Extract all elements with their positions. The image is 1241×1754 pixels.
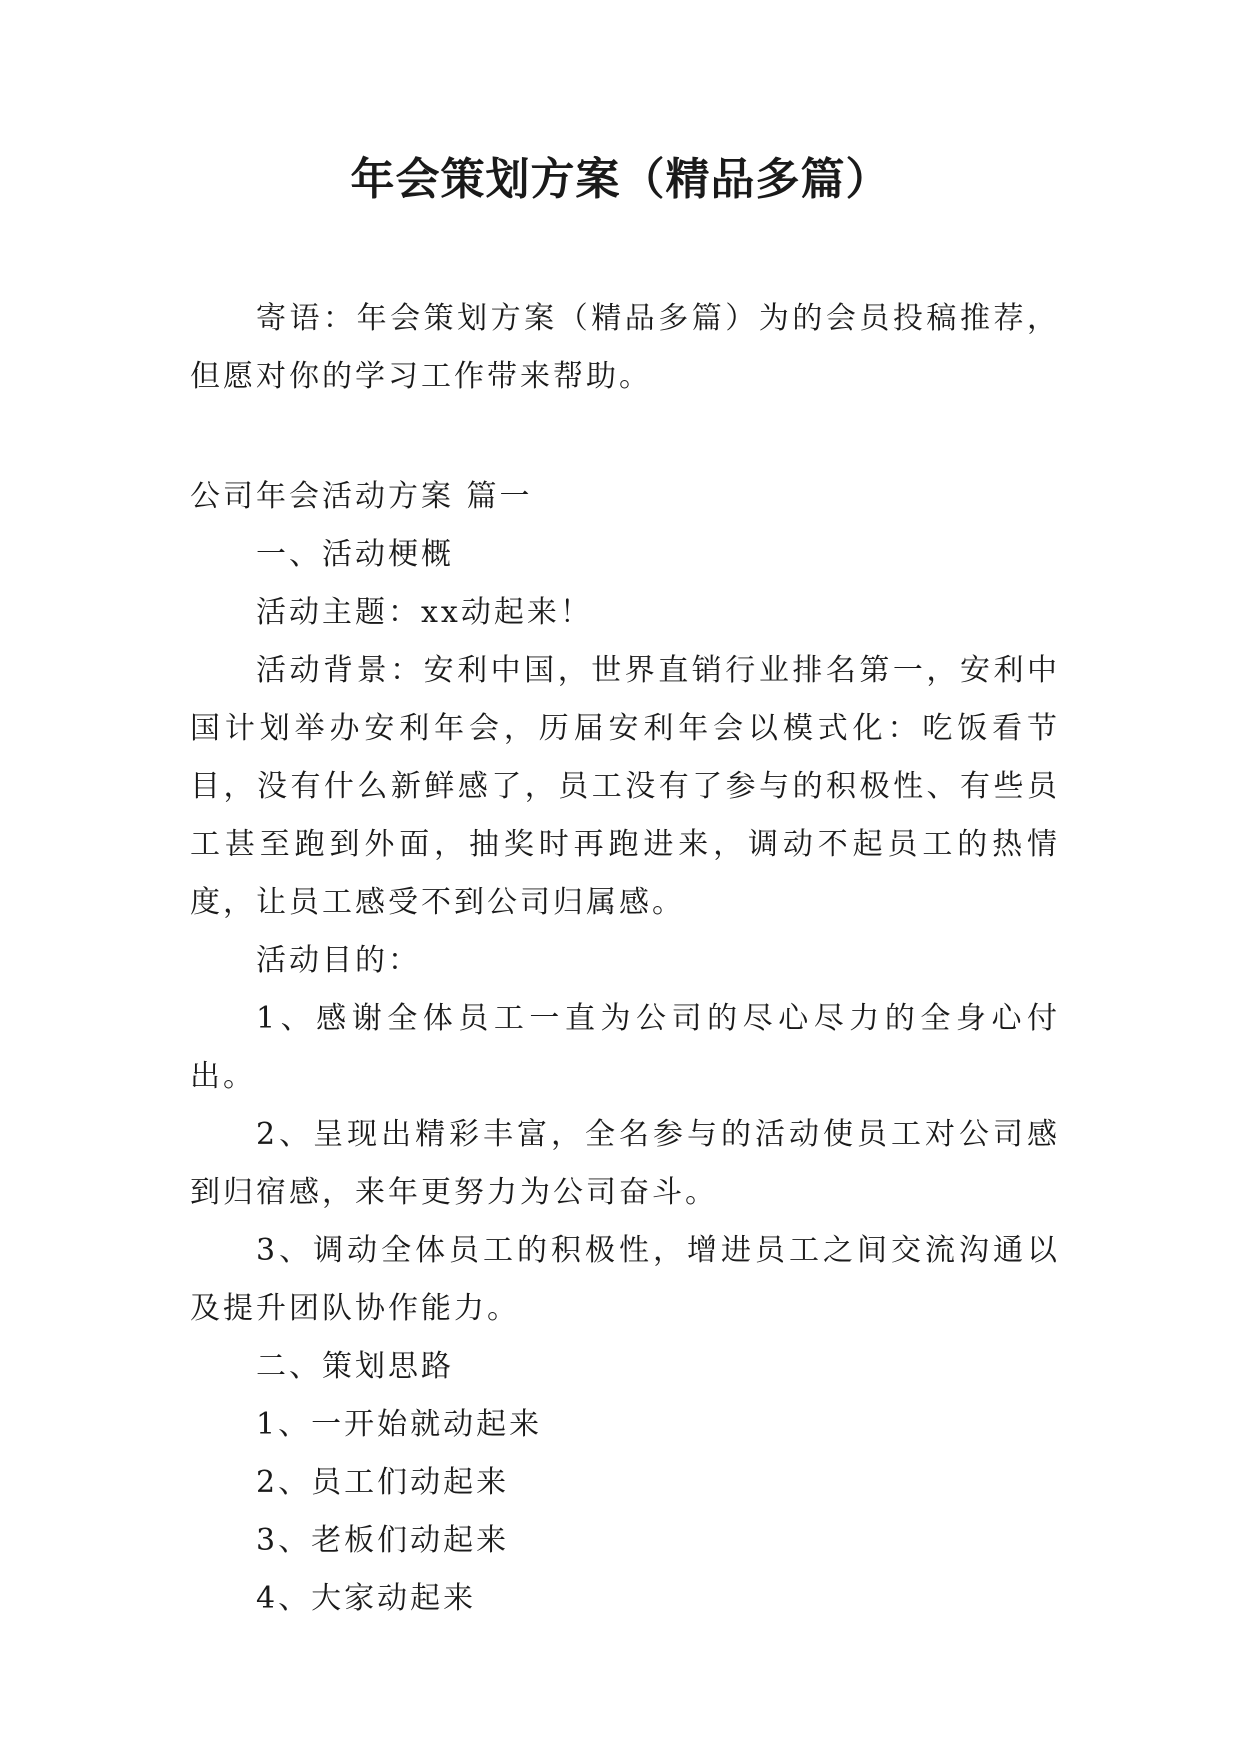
paragraph: 活动目的： — [256, 943, 421, 978]
paragraph: 2、员工们动起来 — [256, 1465, 510, 1500]
paragraph: 4、大家动起来 — [256, 1581, 477, 1616]
paragraph: 活动背景：安利中国，世界直销行业排名第一，安利中国计划举办安利年会，历届安利年会以模式化：吃饭看节目，没有什么新鲜感了，员工没有了参与的积极性、有些员工甚至跑到外面，抽奖时再跑进来，调动不起员工的热情度，让员工感受不到公司归属感。 — [190, 653, 1060, 920]
paragraph: 3、调动全体员工的积极性，增进员工之间交流沟通以及提升团队协作能力。 — [190, 1233, 1060, 1326]
paragraph: 1、感谢全体员工一直为公司的尽心尽力的全身心付出。 — [190, 1001, 1060, 1094]
paragraph: 二、策划思路 — [256, 1349, 454, 1384]
paragraph: 1、一开始就动起来 — [256, 1407, 543, 1442]
document-body — [190, 290, 1060, 1628]
document-title: 年会策划方案（精品多篇） — [350, 154, 891, 205]
spacer — [190, 406, 1060, 468]
intro-paragraph: 寄语：年会策划方案（精品多篇）为的会员投稿推荐，但愿对你的学习工作带来帮助。 — [190, 301, 1060, 394]
paragraph: 一、活动梗概 — [256, 537, 454, 572]
section-heading: 公司年会活动方案 篇一 — [190, 479, 533, 514]
paragraph: 3、老板们动起来 — [256, 1523, 510, 1558]
paragraph: 活动主题：xx动起来！ — [256, 595, 593, 630]
paragraph: 2、呈现出精彩丰富，全名参与的活动使员工对公司感到归宿感，来年更努力为公司奋斗。 — [190, 1117, 1060, 1210]
